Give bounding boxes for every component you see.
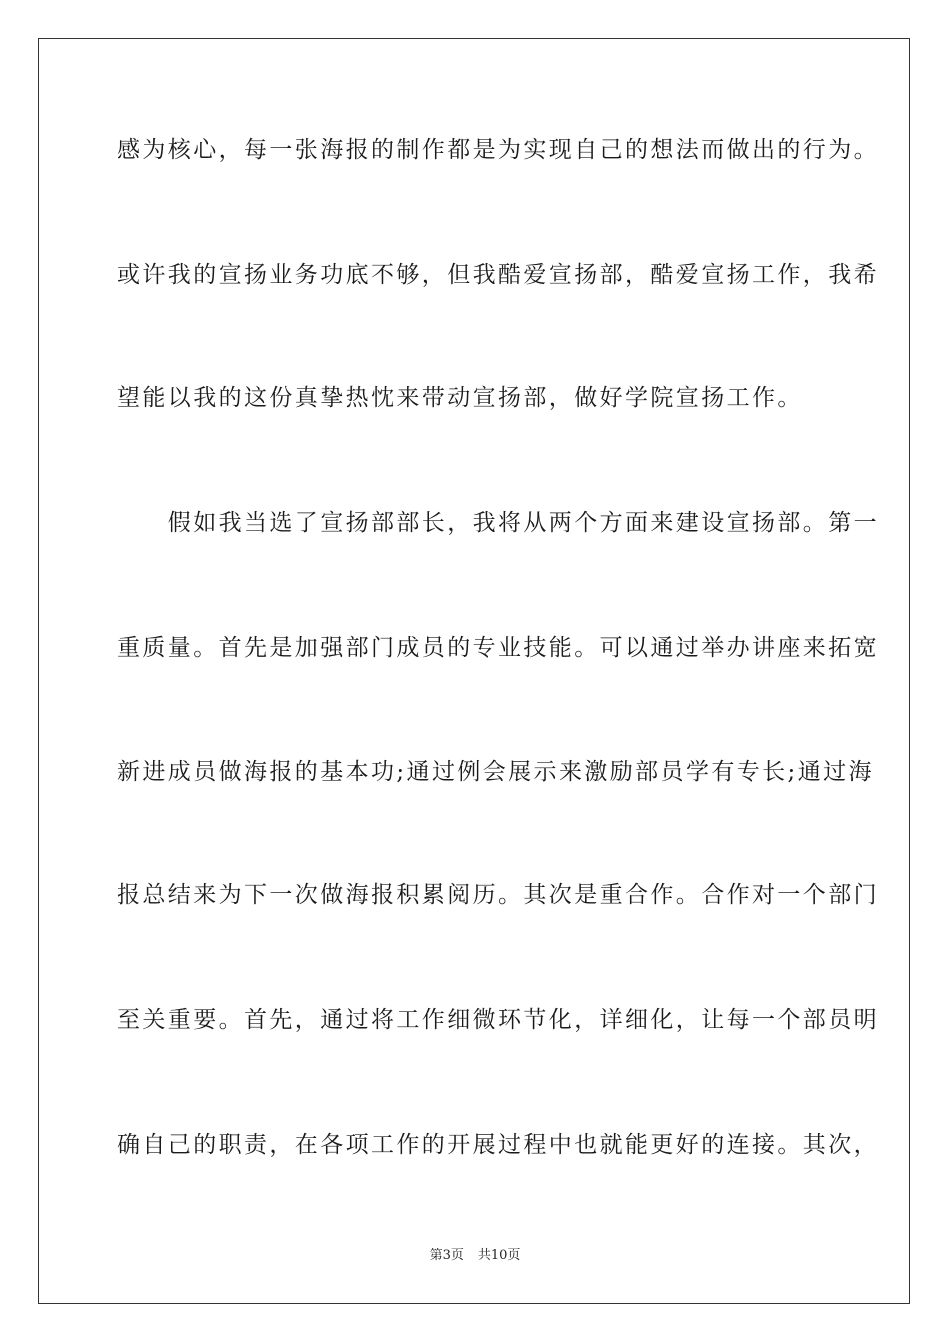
body-line-2: 或许我的宣扬业务功底不够，但我酷爱宣扬部，酷爱宣扬工作，我希 [117, 262, 879, 288]
body-line-7: 报总结来为下一次做海报积累阅历。其次是重合作。合作对一个部门 [117, 882, 879, 908]
body-line-6: 新进成员做海报的基本功;通过例会展示来激励部员学有专长;通过海 [117, 759, 874, 785]
body-line-3: 望能以我的这份真挚热忱来带动宣扬部，做好学院宣扬工作。 [117, 385, 803, 411]
page-total: 共10页 [477, 1248, 521, 1263]
body-line-1: 感为核心，每一张海报的制作都是为实现自己的想法而做出的行为。 [117, 137, 879, 163]
body-line-5: 重质量。首先是加强部门成员的专业技能。可以通过举办讲座来拓宽 [117, 635, 879, 661]
page-footer [0, 1247, 950, 1265]
page-number: 第3页 [429, 1248, 464, 1263]
page-border [38, 38, 910, 1304]
body-line-8: 至关重要。首先，通过将工作细微环节化，详细化，让每一个部员明 [117, 1007, 879, 1033]
body-line-9: 确自己的职责，在各项工作的开展过程中也就能更好的连接。其次， [117, 1132, 879, 1158]
body-line-4: 假如我当选了宣扬部部长，我将从两个方面来建设宣扬部。第一 [117, 510, 879, 536]
